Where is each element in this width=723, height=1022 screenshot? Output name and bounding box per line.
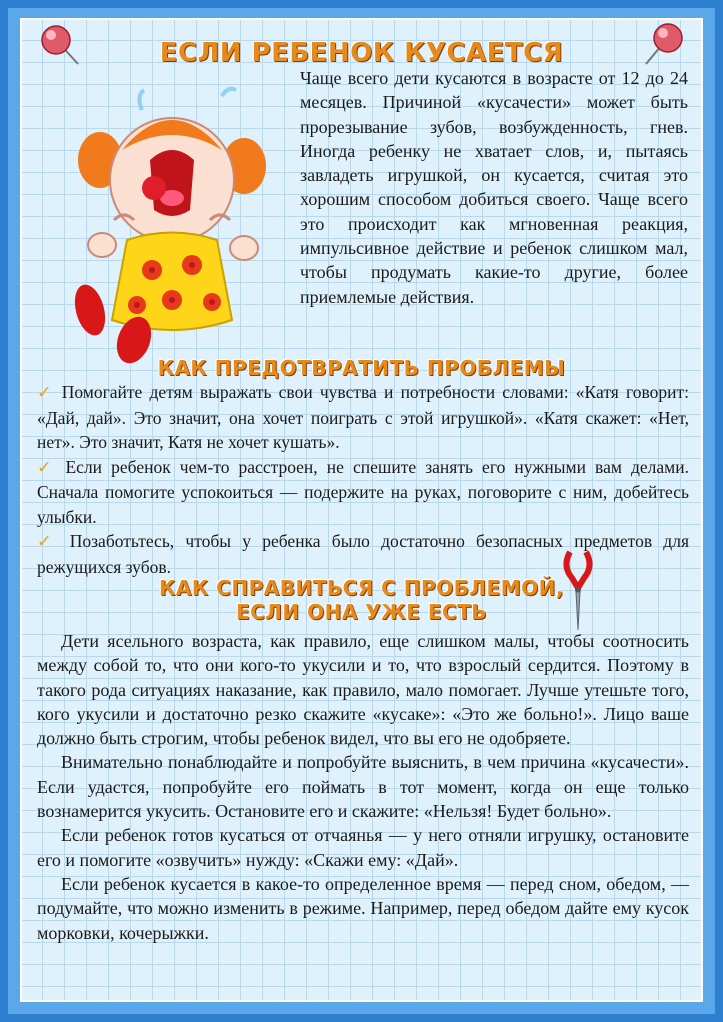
section-heading-line: ЕСЛИ ОНА УЖЕ ЕСТЬ xyxy=(235,600,488,624)
intro-paragraph: Чаще всего дети кусаются в возрасте от 12 до 24 месяцев. Причиной «кусачести» может быть прорезывание зубов, возбужденность, гнев. Иногда ребенку не хватает слов, и, пытаясь завладеть игрушкой, он кусается, считая это хорошим способом добиться своего. Чаще всего это происходит как мгновенная реакция, импульсивное действие и ребенок слишком мал, чтобы продумать какие-то другие, более приемлемые действия. xyxy=(300,68,688,307)
list-item xyxy=(37,380,689,455)
scissors-icon xyxy=(558,548,598,632)
section-heading-line: КАК СПРАВИТЬСЯ С ПРОБЛЕМОЙ, xyxy=(159,576,564,600)
section-heading-cope xyxy=(0,576,723,624)
cope-paragraphs xyxy=(37,629,689,945)
list-item-text: Помогайте детям выражать свои чувства и потребности словами: «Катя говорит: «Дай, дай». Это значит, она хочет поиграть с этой игрушкой». «Катя скажет: «Нет, нет». Это значит, Катя не хочет кушать». xyxy=(37,382,689,452)
list-item-text: Если ребенок чем-то расстроен, не спешите занять его нужными вам делами. Сначала помогите успокоиться — подержите на руках, поговорите с ним, добейтесь улыбки. xyxy=(37,456,689,527)
checkmark-icon: ✓ xyxy=(37,532,59,552)
section-heading-prevent: КАК ПРЕДОТВРАТИТЬ ПРОБЛЕМЫ xyxy=(157,356,566,380)
page-title: ЕСЛИ РЕБЕНОК КУСАЕТСЯ xyxy=(159,38,564,68)
paragraph: Если ребенок кусается в какое-то определенное время — перед сном, обедом, — подумайте, что можно изменить в режиме. Например, перед обедом дайте ему кусок морковки, кочерыжки. xyxy=(37,873,689,943)
list-item-text: Позаботьтесь, чтобы у ребенка было достаточно безопасных предметов для режущихся зубов. xyxy=(37,531,689,577)
checkmark-icon: ✓ xyxy=(37,383,55,403)
paragraph: Если ребенок готов кусаться от отчаянья — у него отняли игрушку, остановите его и помогите «озвучить» нужду: «Скажи ему: «Дай». xyxy=(37,825,689,870)
crying-child-illustration xyxy=(72,70,272,370)
list-item xyxy=(37,455,689,530)
paragraph: Дети ясельного возраста, как правило, еще слишком малы, чтобы соотносить между собой то, что они кого-то укусили и то, что взрослый сердится. Поэтому в такого рода ситуациях наказание, как правило, мало помогает. Лучше утешьте того, кого укусили и достаточно резко скажите «кусаке»: «Это же больно!». Лицо ваше должно быть строгим, чтобы ребенок видел, что вы его не одобряете. xyxy=(37,631,689,749)
checkmark-icon: ✓ xyxy=(37,457,57,478)
paragraph: Внимательно понаблюдайте и попробуйте выяснить, в чем причина «кусачести». Если удастся, попробуйте его поймать в тот момент, когда он еще только вознамерится укусить. Остановите его и скажите: «Нельзя! Будет больно». xyxy=(37,752,689,822)
